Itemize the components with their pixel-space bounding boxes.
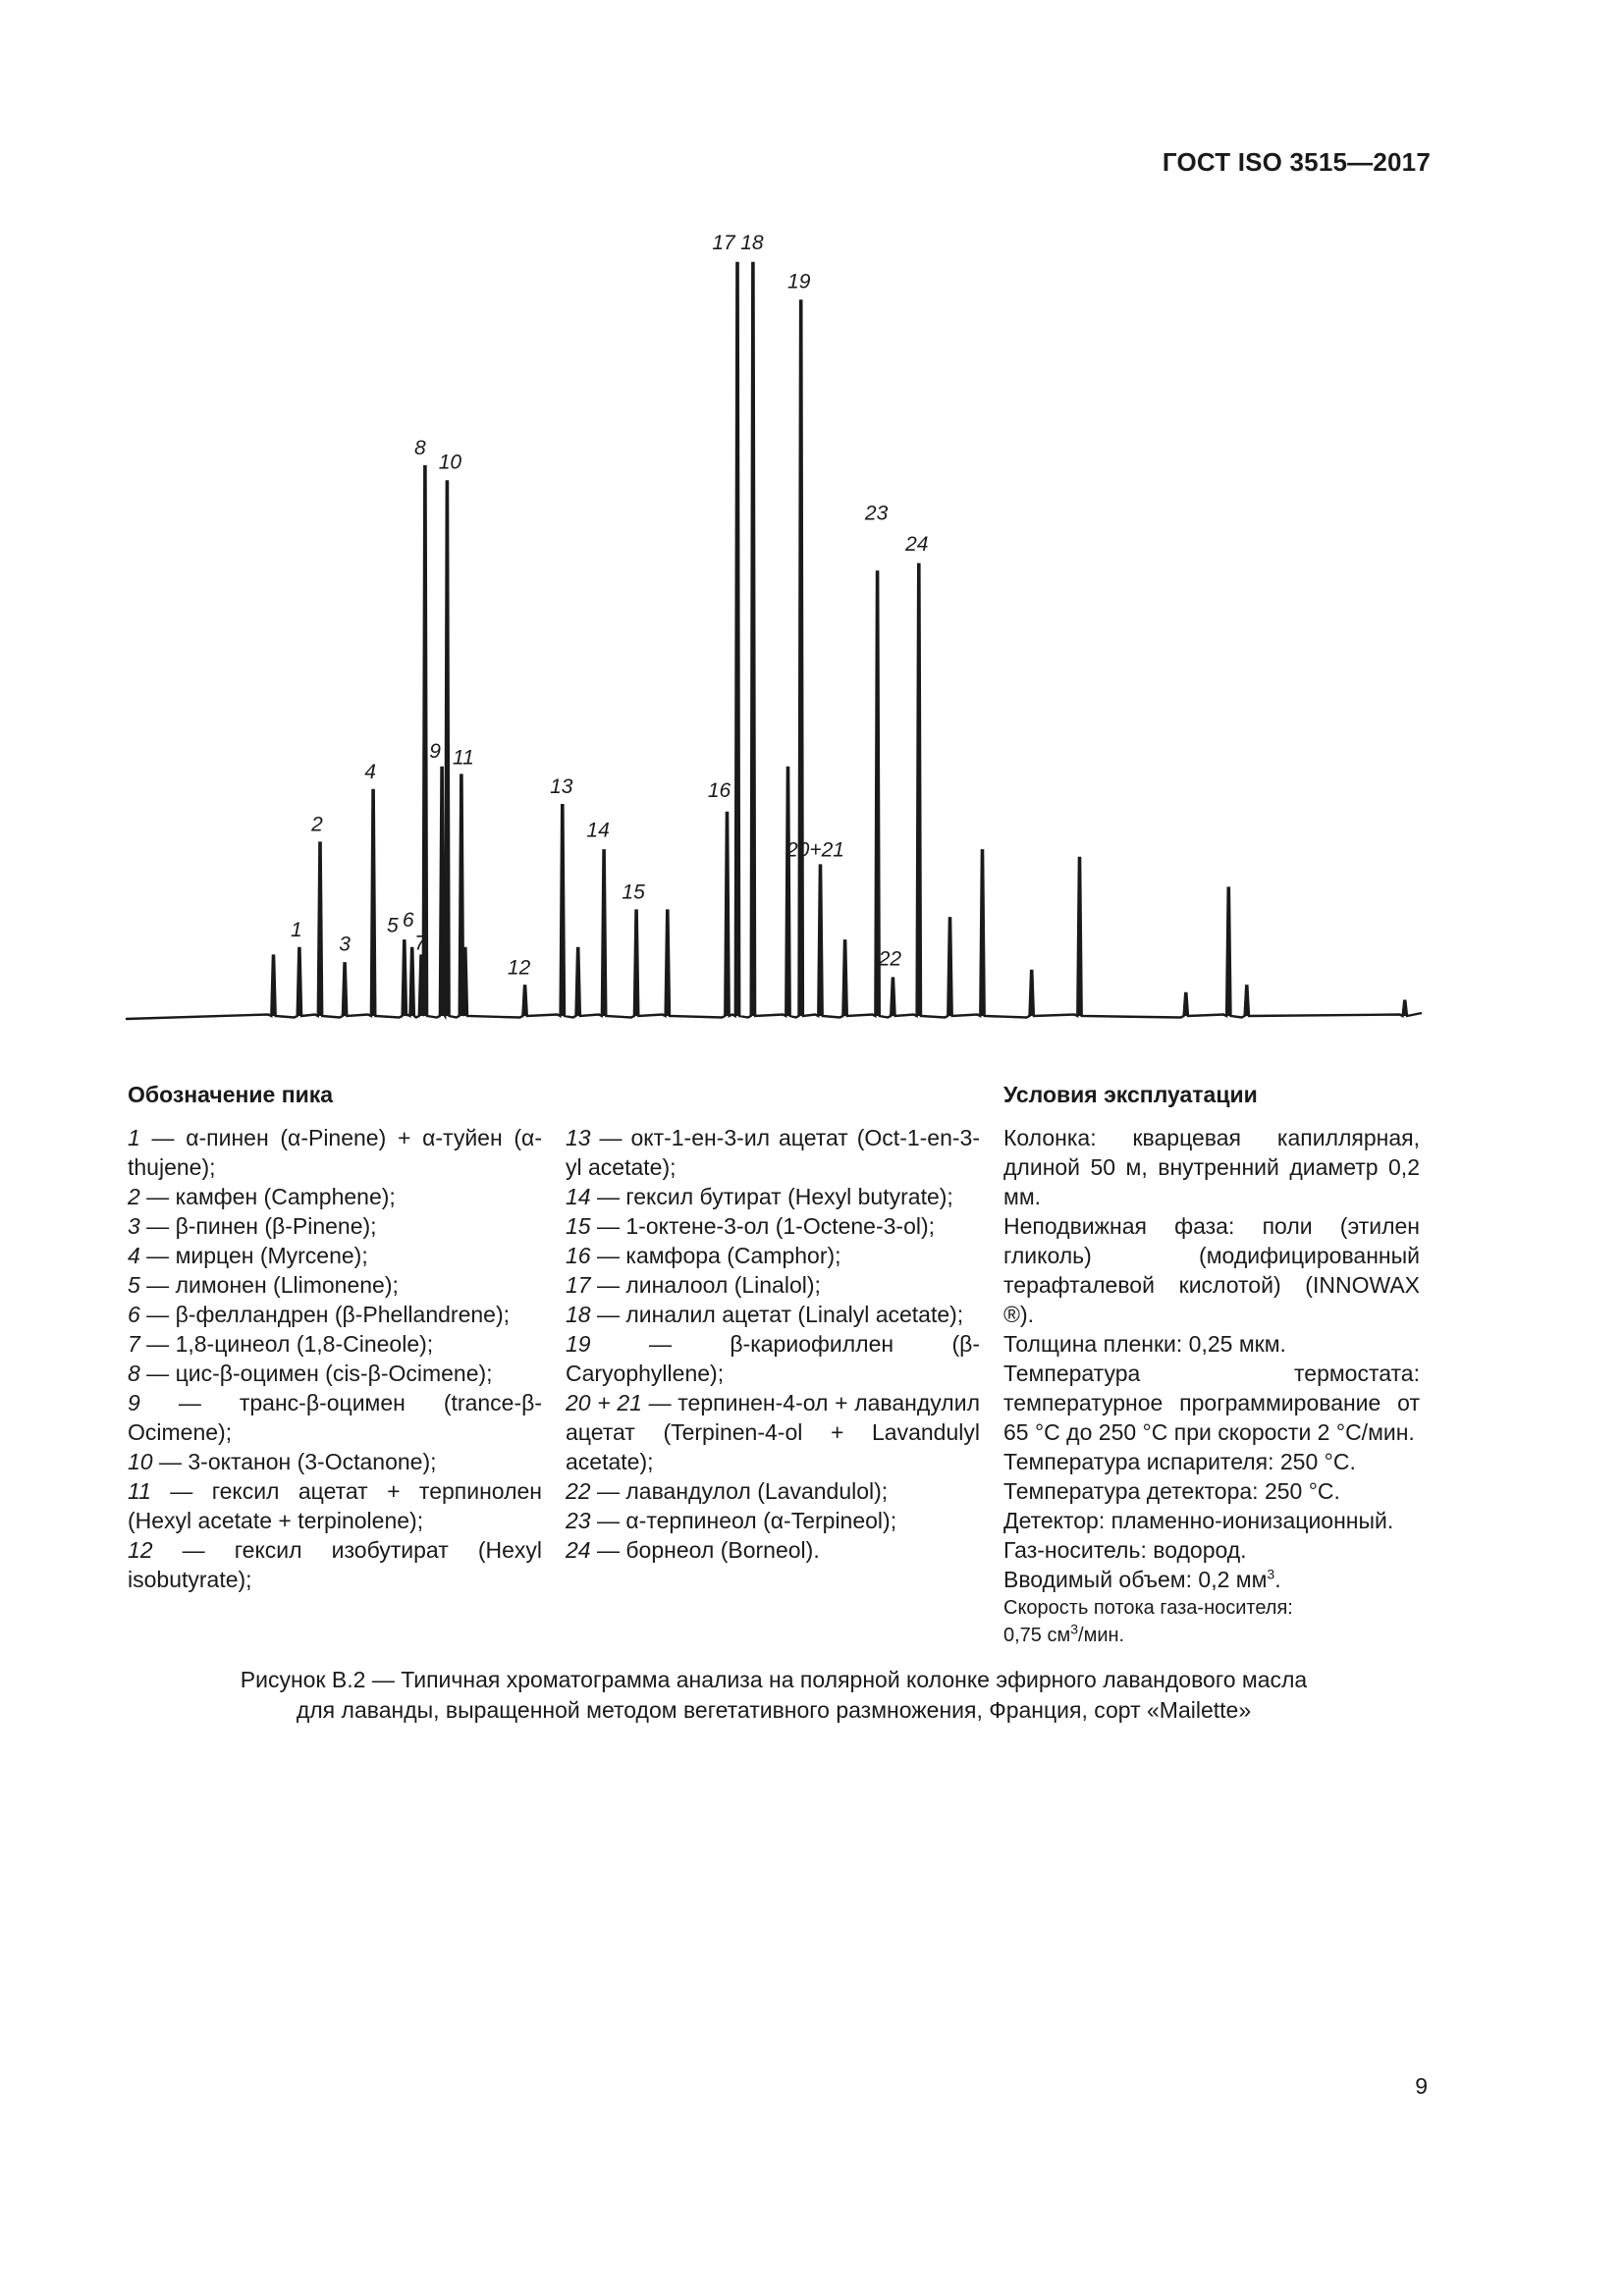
legend-separator: — xyxy=(641,1390,678,1415)
legend-entry xyxy=(566,1123,980,1182)
peak-number: 6 xyxy=(128,1302,140,1327)
peak-label-19: 19 xyxy=(787,270,811,294)
legend-separator: — xyxy=(590,1508,626,1533)
legend-entry xyxy=(566,1211,980,1241)
peak-number: 22 xyxy=(566,1478,591,1504)
peak-label-4: 4 xyxy=(364,760,376,783)
compound-name: β-пинен (β-Pinene); xyxy=(175,1213,377,1239)
legend-separator: — xyxy=(152,1537,235,1563)
page-number: 9 xyxy=(1415,2073,1428,2099)
compound-name: β-кариофиллен (β-Caryophyllene); xyxy=(566,1331,980,1386)
injection-volume-text: Вводимый объем: 0,2 мм xyxy=(1003,1567,1268,1592)
peak-number: 17 xyxy=(566,1272,591,1298)
peak-label-15: 15 xyxy=(622,881,645,904)
legend-separator: — xyxy=(590,1478,626,1504)
legend-entry xyxy=(566,1476,980,1506)
peak-label-10: 10 xyxy=(438,451,462,474)
compound-name: терпинен-4-ол + лавандулил ацетат (Terpinen-4-ol + Lavandulyl acetate); xyxy=(566,1390,980,1474)
peak-label-1: 1 xyxy=(291,919,302,941)
peak-label-6: 6 xyxy=(402,909,414,932)
caption-line-two: для лаванды, выращенной методом вегетативного размножения, Франция, сорт «Mailette» xyxy=(296,1697,1252,1723)
compound-name: α-пинен (α-Pinene) + α-туйен (α-thujene); xyxy=(128,1125,542,1180)
peak-number: 14 xyxy=(566,1184,591,1209)
legend-entry xyxy=(128,1388,542,1447)
condition-flow-rate-label: Скорость потока газа-носителя: xyxy=(1003,1597,1293,1619)
peak-number: 10 xyxy=(128,1449,153,1474)
caption-line-one: Рисунок В.2 — Типичная хроматограмма анализа на полярной колонке эфирного лавандового масла xyxy=(240,1667,1308,1692)
peak-number: 18 xyxy=(566,1302,591,1327)
legend-column-one xyxy=(128,1080,542,1594)
compound-name: камфен (Camphene); xyxy=(175,1184,396,1209)
injection-volume-end: . xyxy=(1274,1567,1281,1592)
compound-name: камфора (Camphor); xyxy=(625,1243,841,1268)
flow-rate-unit: /мин. xyxy=(1078,1625,1125,1646)
condition-column: Колонка: кварцевая капиллярная, длиной 50 м, внутренний диаметр 0,2 мм. xyxy=(1003,1125,1420,1209)
legend-entry xyxy=(566,1270,980,1300)
legend-list xyxy=(566,1123,980,1565)
peak-label-17: 17 xyxy=(712,232,735,254)
figure-caption xyxy=(128,1665,1420,1726)
legend-entry xyxy=(128,1182,542,1211)
condition-detector: Детектор: пламенно-ионизационный. xyxy=(1003,1508,1394,1533)
compound-name: 3-октанон (3-Octanone); xyxy=(188,1449,437,1474)
peak-number: 19 xyxy=(566,1331,591,1357)
legend-separator: — xyxy=(139,1361,176,1386)
legend-entry xyxy=(566,1329,980,1388)
legend-entry xyxy=(128,1535,542,1594)
condition-oven-temperature: Температура термостата: температурное программирование от 65 °С до 250 °С при скорости 2 °С/мин. xyxy=(1003,1361,1420,1445)
peak-number: 11 xyxy=(128,1478,151,1504)
peak-label-22: 22 xyxy=(878,947,902,971)
compound-name: линалил ацетат (Linalyl acetate); xyxy=(625,1302,964,1327)
legend-separator: — xyxy=(139,1184,176,1209)
condition-stationary-phase: Неподвижная фаза: поли (этилен гликоль) (модифицированный терафталевой кислотой) (INNOWAX ®). xyxy=(1003,1213,1420,1327)
condition-film-thickness: Толщина пленки: 0,25 мкм. xyxy=(1003,1331,1286,1357)
legend-entry xyxy=(566,1506,980,1535)
peak-label-24: 24 xyxy=(905,532,929,556)
peak-label-13: 13 xyxy=(550,775,573,799)
peak-label-14: 14 xyxy=(586,819,610,842)
condition-injection-volume xyxy=(1003,1565,1420,1594)
legend-entry xyxy=(128,1270,542,1300)
legend-separator: — xyxy=(590,1537,626,1563)
peak-number: 24 xyxy=(566,1537,591,1563)
legend-heading-spacer xyxy=(566,1080,980,1109)
legend-entry xyxy=(566,1182,980,1211)
legend-separator: — xyxy=(590,1243,626,1268)
peak-number: 3 xyxy=(128,1213,140,1239)
condition-injector-temperature: Температура испарителя: 250 °С. xyxy=(1003,1449,1356,1474)
legend-entry xyxy=(128,1211,542,1241)
legend-entry xyxy=(128,1329,542,1359)
legend-entry xyxy=(566,1388,980,1476)
peak-number: 1 xyxy=(128,1125,140,1150)
legend-separator: — xyxy=(139,1302,176,1327)
legend-column-two xyxy=(566,1080,980,1565)
condition-detector-temperature: Температура детектора: 250 °С. xyxy=(1003,1478,1340,1504)
peak-number: 12 xyxy=(128,1537,153,1563)
peak-label-8: 8 xyxy=(414,437,426,460)
compound-name: борнеол (Borneol). xyxy=(625,1537,820,1563)
legend-separator: — xyxy=(139,1213,176,1239)
peak-number: 9 xyxy=(128,1390,140,1415)
peak-label-7: 7 xyxy=(414,932,426,955)
compound-name: гексил бутират (Hexyl butyrate); xyxy=(625,1184,953,1209)
peak-number: 8 xyxy=(128,1361,140,1386)
legend-separator: — xyxy=(139,1243,176,1268)
peak-labels xyxy=(291,232,928,979)
compound-name: 1,8-цинеол (1,8-Cineole); xyxy=(175,1331,434,1357)
legend-separator: — xyxy=(139,1390,240,1415)
peak-label-20-plus-21: 20+21 xyxy=(786,838,844,862)
flow-rate-exponent: 3 xyxy=(1070,1621,1079,1637)
standard-code: ГОСТ ISO 3515—2017 xyxy=(1162,147,1431,177)
compound-name: транс-β-оцимен (trance-β-Ocimene); xyxy=(128,1390,543,1445)
legend-entry xyxy=(128,1300,542,1329)
compound-name: лимонен (Llimonene); xyxy=(175,1272,399,1298)
peak-number: 23 xyxy=(566,1508,591,1533)
peak-label-23: 23 xyxy=(864,502,889,525)
chromatogram-chart xyxy=(0,0,1624,1041)
legend-separator: — xyxy=(150,1478,212,1504)
legend-separator: — xyxy=(590,1184,626,1209)
peak-number: 20 + 21 xyxy=(566,1390,642,1415)
peak-label-11: 11 xyxy=(452,746,474,770)
legend-separator: — xyxy=(139,1272,176,1298)
legend-separator: — xyxy=(152,1449,189,1474)
peak-label-16: 16 xyxy=(707,778,731,802)
peak-number: 7 xyxy=(128,1331,140,1357)
compound-name: 1-октене-3-ол (1-Octene-3-ol); xyxy=(625,1213,936,1239)
injection-volume-exponent: 3 xyxy=(1267,1566,1275,1582)
legend-list xyxy=(128,1123,542,1594)
compound-name: линалоол (Linalol); xyxy=(625,1272,821,1298)
peak-number: 5 xyxy=(128,1272,140,1298)
condition-flow-rate-value xyxy=(1003,1622,1420,1649)
legend-heading: Обозначение пика xyxy=(128,1082,334,1107)
peak-markers xyxy=(273,263,1404,1016)
compound-name: гексил изобутират (Hexyl isobutyrate); xyxy=(128,1537,542,1592)
peak-number: 13 xyxy=(566,1125,591,1150)
legend-entry xyxy=(566,1241,980,1270)
flow-rate-value: 0,75 см xyxy=(1003,1625,1071,1646)
legend-separator: — xyxy=(590,1302,626,1327)
compound-name: мирцен (Myrcene); xyxy=(175,1243,368,1268)
legend-separator: — xyxy=(590,1125,631,1150)
compound-name: лавандулол (Lavandulol); xyxy=(625,1478,889,1504)
compound-name: цис-β-оцимен (cis-β-Ocimene); xyxy=(175,1361,493,1386)
legend-entry xyxy=(128,1241,542,1270)
conditions-heading: Условия эксплуатации xyxy=(1003,1082,1258,1107)
legend-entry xyxy=(566,1300,980,1329)
legend-separator: — xyxy=(590,1272,626,1298)
legend-separator: — xyxy=(590,1213,626,1239)
operating-conditions xyxy=(1003,1080,1420,1649)
legend-entry xyxy=(128,1359,542,1388)
compound-name: гексил ацетат + терпинолен (Hexyl acetate + terpinolene); xyxy=(128,1478,542,1533)
compound-name: окт-1-ен-3-ил ацетат (Oct-1-en-3-yl acetate); xyxy=(566,1125,981,1180)
legend-entry xyxy=(128,1123,542,1182)
compound-name: α-терпинеол (α-Terpineol); xyxy=(625,1508,897,1533)
legend-entry xyxy=(566,1535,980,1565)
peak-label-12: 12 xyxy=(507,956,531,980)
peak-label-18: 18 xyxy=(740,232,764,254)
peak-label-9: 9 xyxy=(429,739,441,763)
condition-carrier-gas: Газ-носитель: водород. xyxy=(1003,1537,1247,1563)
legend-separator: — xyxy=(590,1331,731,1357)
peak-label-2: 2 xyxy=(311,813,323,836)
legend-entry xyxy=(128,1476,542,1535)
legend-separator: — xyxy=(139,1125,187,1150)
peak-number: 4 xyxy=(128,1243,140,1268)
peak-label-3: 3 xyxy=(339,933,351,956)
peak-number: 2 xyxy=(128,1184,140,1209)
legend-separator: — xyxy=(139,1331,176,1357)
peak-label-5: 5 xyxy=(386,914,399,937)
legend-entry xyxy=(128,1447,542,1476)
compound-name: β-фелландрен (β-Phellandrene); xyxy=(175,1302,510,1327)
peak-number: 16 xyxy=(566,1243,591,1268)
peak-number: 15 xyxy=(566,1213,591,1239)
